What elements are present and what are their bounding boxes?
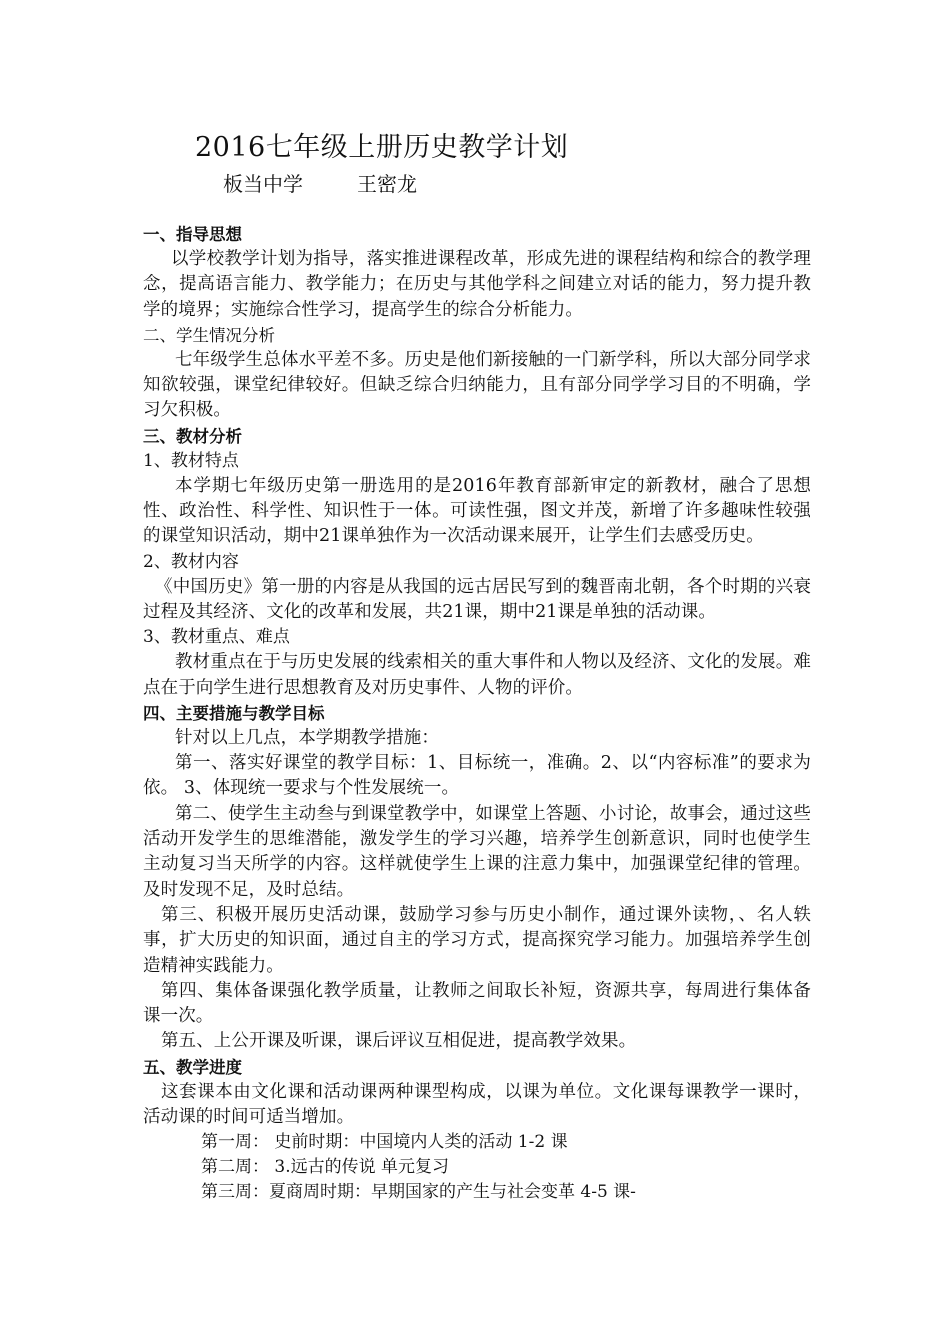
document-page [143,128,811,1205]
paragraph-measures-intro: 针对以上几点，本学期教学措施： [175,727,439,748]
paragraph-textbook-content: 《中国历史》第一册的内容是从我国的远古居民写到的魏晋南北朝，各个时期的兴衰过程及其经济、文化的改革和发展，共21课，期中21课是单独的活动课。 [143,576,811,622]
section-heading-textbook-analysis: 三、教材分析 [143,426,242,446]
paragraph-measure-4: 第四、集体备课强化教学质量，让教师之间取长补短，资源共享，每周进行集体备课一次。 [143,980,811,1027]
paragraph-measure-2: 第二、使学生主动叁与到课堂教学中，如课堂上答题、小讨论，故事会，通过这些活动开发学生的思维潜能，激发学生的学习兴趣，培养学生创新意识，同时也使学生主动复习当天所学的内容。这样就使学生上课的注意力集中，加强课堂纪律的管理。及时发现不足，及时总结。 [143,803,811,900]
section-heading-student-analysis: 二、学生情况分析 [143,325,275,345]
paragraph-guiding-ideology: 以学校教学计划为指导，落实推进课程改革，形成先进的课程结构和综合的教学理念，提高语言能力、教学能力；在历史与其他学科之间建立对话的能力，努力提升教学的境界；实施综合性学习，提高学生的综合分析能力。 [143,249,811,320]
document-title: 2016七年级上册历史教学计划 [195,132,569,163]
paragraph-key-points: 教材重点在于与历史发展的线索相关的重大事件和人物以及经济、文化的发展。难点在于向学生进行思想教育及对历史事件、人物的评价。 [143,652,811,698]
author-name: 王密龙 [357,172,417,196]
paragraph-student-analysis: 七年级学生总体水平差不多。历史是他们新接触的一门新学科，所以大部分同学求知欲较强，课堂纪律较好。但缺乏综合归纳能力，且有部分同学学习目的不明确，学习欠积极。 [143,349,811,421]
section-heading-schedule: 五、教学进度 [143,1057,242,1077]
subheading-key-points: 3、教材重点、难点 [143,627,290,648]
paragraph-measure-1: 第一、落实好课堂的教学目标：1、目标统一，准确。2、以“内容标准”的要求为依。 3、体现统一要求与个性发展统一。 [143,753,811,799]
author-line [223,168,811,200]
section-heading-measures: 四、主要措施与教学目标 [143,703,325,723]
section-heading-guiding-ideology: 一、指导思想 [143,225,242,244]
paragraph-textbook-features: 本学期七年级历史第一册选用的是2016年教育部新审定的新教材，融合了思想性、政治性、科学性、知识性于一体。可读性强，图文并茂，新增了许多趣味性较强的课堂知识活动，期中21课单独作为一次活动课来展开，让学生们去感受历史。 [143,475,811,547]
schedule-week-1: 第一周： 史前时期：中国境内人类的活动 1-2 课 [201,1132,568,1153]
school-name: 板当中学 [223,172,303,196]
paragraph-measure-3: 第三、积极开展历史活动课，鼓励学习参与历史小制作，通过课外读物，、名人轶事，扩大历史的知识面，通过自主的学习方式，提高探究学习能力。加强培养学生创造精神实践能力。 [143,904,811,976]
subheading-textbook-content: 2、教材内容 [143,551,239,572]
paragraph-schedule-intro: 这套课本由文化课和活动课两种课型构成，以课为单位。文化课每课教学一课时，活动课的时间可适当增加。 [143,1081,811,1128]
paragraph-measure-5: 第五、上公开课及听课，课后评议互相促进，提高教学效果。 [161,1031,637,1052]
schedule-week-3: 第三周：夏商周时期：早期国家的产生与社会变革 4-5 课- [201,1182,636,1203]
subheading-textbook-features: 1、教材特点 [143,450,239,471]
schedule-week-2: 第二周： 3.远古的传说 单元复习 [201,1157,450,1178]
